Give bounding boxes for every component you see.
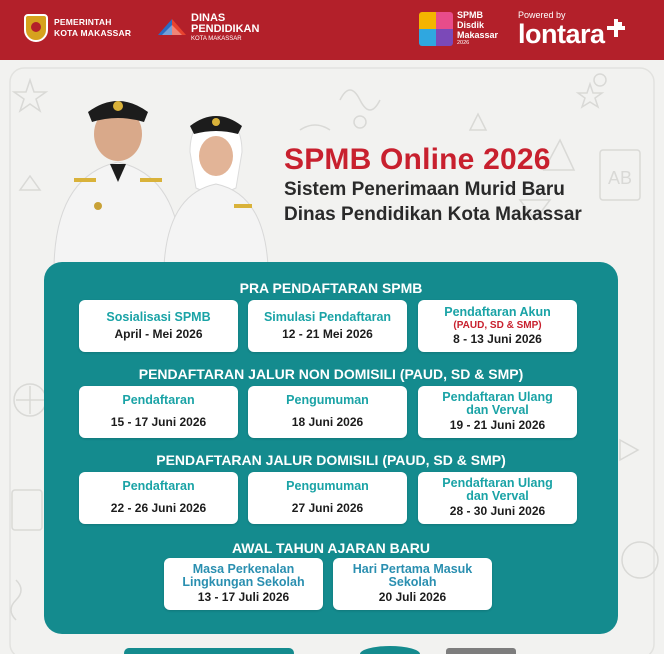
subtitle-line-1: Sistem Penerimaan Murid Baru <box>284 179 565 200</box>
dinas-line-3: KOTA MAKASSAR <box>191 36 242 42</box>
card-date: 8 - 13 Juni 2026 <box>453 331 542 346</box>
card-label: Pengumuman <box>286 393 369 407</box>
dinas-logo-icon <box>158 17 186 39</box>
gov-line-1: PEMERINTAH <box>54 17 112 27</box>
card-note: (PAUD, SD & SMP) <box>453 319 542 331</box>
card-nd-pendaftaran <box>79 386 238 438</box>
card-hari-pertama <box>333 558 492 610</box>
card-date: 28 - 30 Juni 2026 <box>449 504 546 518</box>
card-sosialisasi <box>79 300 238 352</box>
svg-text:AB: AB <box>608 168 633 188</box>
gov-logo-block <box>24 14 131 42</box>
spmb-year: 2026 <box>457 40 470 46</box>
card-d-pengumuman <box>248 472 407 524</box>
section-heading-domisili: PENDAFTARAN JALUR DOMISILI (PAUD, SD & SMP) <box>156 452 506 468</box>
card-date: 19 - 21 Juni 2026 <box>449 418 546 432</box>
dinas-line-1: DINAS <box>191 12 226 24</box>
section-heading-awal: AWAL TAHUN AJARAN BARU <box>231 540 431 556</box>
card-date: 15 - 17 Juni 2026 <box>110 415 207 429</box>
card-simulasi <box>248 300 407 352</box>
spmb-line-2: Disdik <box>457 20 485 30</box>
section-heading-pra: PRA PENDAFTARAN SPMB <box>239 280 423 296</box>
subtitle-line-2: Dinas Pendidikan Kota Makassar <box>284 204 582 225</box>
spmb-logo-icon <box>419 12 453 46</box>
officials-photo <box>44 76 280 266</box>
card-label-line-1: Pendaftaran Ulang <box>442 390 553 404</box>
gov-line-2: KOTA MAKASSAR <box>54 28 132 38</box>
lontara-wordmark: lontara <box>518 19 605 49</box>
card-label: Pengumuman <box>286 479 369 493</box>
card-label-line-2: Sekolah <box>388 575 437 589</box>
card-label-line-2: Lingkungan Sekolah <box>182 575 305 589</box>
header-bar <box>0 0 664 60</box>
dinas-logo-block <box>158 13 259 43</box>
card-date: April - Mei 2026 <box>114 326 203 341</box>
lontara-brand-block <box>518 10 625 47</box>
card-date: 12 - 21 Mei 2026 <box>282 326 373 341</box>
dinas-line-2: PENDIDIKAN <box>191 23 260 35</box>
spmb-line-3: Makassar <box>457 30 499 40</box>
card-date: 20 Juli 2026 <box>378 590 447 604</box>
card-label-line-2: dan Verval <box>466 403 529 417</box>
card-label: Pendaftaran Akun <box>444 304 551 319</box>
card-nd-pengumuman <box>248 386 407 438</box>
card-d-pendaftaran <box>79 472 238 524</box>
card-date: 22 - 26 Juni 2026 <box>110 501 207 515</box>
card-date: 18 Juni 2026 <box>291 415 364 429</box>
card-pendaftaran-akun <box>418 300 577 352</box>
spmb-line-1: SPMB <box>457 10 484 20</box>
card-date: 27 Juni 2026 <box>291 501 364 515</box>
card-label: Pendaftaran <box>122 393 195 407</box>
card-masa-perkenalan <box>164 558 323 610</box>
card-label-line-1: Pendaftaran Ulang <box>442 476 553 490</box>
page-title: SPMB Online 2026 <box>284 143 551 176</box>
card-label: Sosialisasi SPMB <box>106 309 211 324</box>
plus-cross-icon <box>607 19 625 37</box>
gov-label <box>54 17 131 39</box>
card-d-daftar-ulang <box>418 472 577 524</box>
cropped-bottom-elements <box>0 636 664 654</box>
card-label-line-2: dan Verval <box>466 489 529 503</box>
card-label: Simulasi Pendaftaran <box>263 309 392 324</box>
card-label: Pendaftaran <box>122 479 195 493</box>
section-heading-non-domisili: PENDAFTARAN JALUR NON DOMISILI (PAUD, SD & SMP) <box>138 366 524 382</box>
makassar-emblem-icon <box>24 14 48 42</box>
powered-by-label: Powered by <box>518 10 566 20</box>
card-label-line-1: Hari Pertama Masuk <box>352 562 473 576</box>
card-label-line-1: Masa Perkenalan <box>192 562 295 576</box>
card-nd-daftar-ulang <box>418 386 577 438</box>
spmb-logo-block <box>419 10 498 47</box>
card-date: 13 - 17 Juli 2026 <box>197 590 290 604</box>
